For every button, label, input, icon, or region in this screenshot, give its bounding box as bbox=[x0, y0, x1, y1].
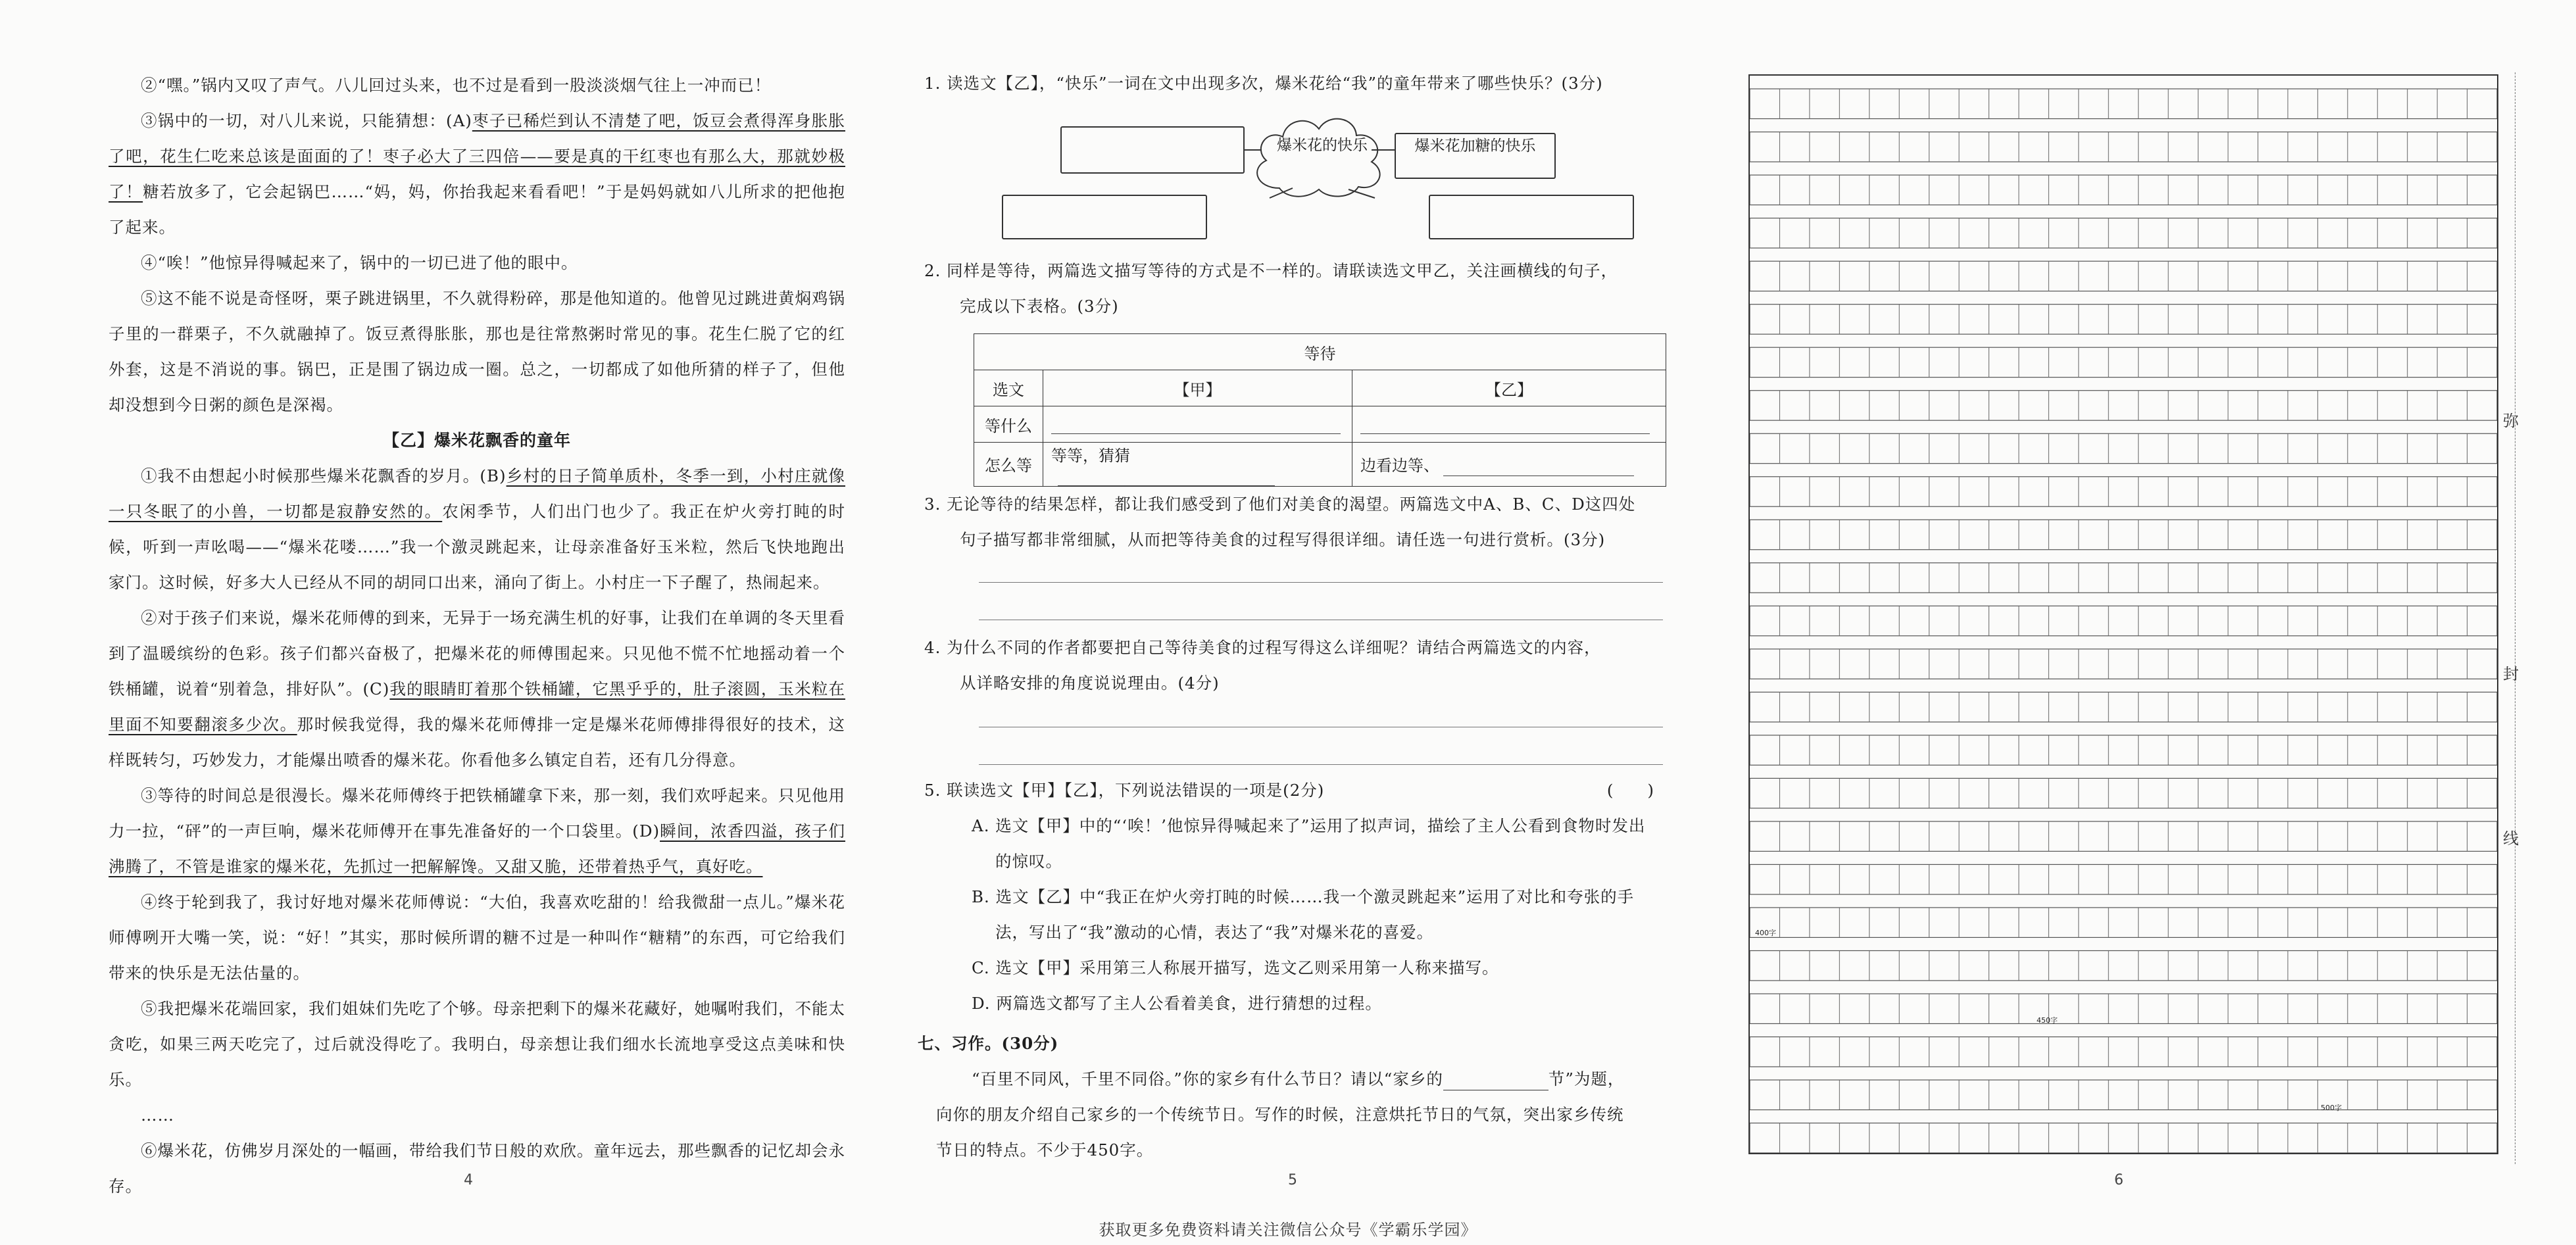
paragraph: ⑤我把爆米花端回家，我们姐妹们先吃了个够。母亲把剩下的爆米花藏好，她嘱咐我们，不能太贪吃，如果三两天吃完了，过后就没得吃了。我明白，母亲想让我们细水长流地享受这点美味和快乐。 bbox=[109, 999, 845, 1089]
page-number: 4 bbox=[464, 1172, 473, 1188]
table-cell[interactable]: 边看边等、 bbox=[1352, 443, 1666, 487]
word-count-marker: 400字 bbox=[1755, 929, 1776, 937]
cloud-label: 爆米花的快乐 bbox=[1277, 137, 1368, 154]
paragraph: ⑥爆米花，仿佛岁月深处的一幅画，带给我们节日般的欢欣。童年远去，那些飘香的记忆却会永存。 bbox=[109, 1141, 845, 1196]
answer-line[interactable] bbox=[979, 582, 1663, 583]
question-2: 2. 同样是等待，两篇选文描写等待的方式是不一样的。请联读选文甲乙，关注画横线的句子， 完成以下表格。(3分) bbox=[924, 261, 1618, 316]
answer-box[interactable] bbox=[1002, 195, 1207, 239]
table-row-label: 怎么等 bbox=[974, 443, 1043, 487]
answer-blank[interactable] bbox=[1352, 406, 1666, 443]
option-a[interactable]: A. 选文【甲】中的“‘唉！’他惊异得喊起来了”运用了拟声词，描绘了主人公看到食物时发出 的惊叹。 bbox=[972, 816, 1646, 871]
question-1: 1. 读选文【乙】，“快乐”一词在文中出现多次，爆米花给“我”的童年带来了哪些快乐？(3分) bbox=[924, 74, 1603, 93]
question-5: 5. 联读选文【甲】【乙】，下列说法错误的一项是(2分) ( ) bbox=[924, 773, 1694, 808]
underlined-sentence-d: 瞬间，浓香四溢，孩子们沸腾了，不管是谁家的爆米花，先抓过一把解解馋。又甜又脆，还带着热乎气，真好吃。 bbox=[109, 821, 846, 876]
paragraph: ⑤这不能不说是奇怪呀，栗子跳进锅里，不久就得粉碎，那是他知道的。他曾见过跳进黄焖鸡锅子里的一群栗子，不久就融掉了。饭豆煮得胀胀，那也是往常熬粥时常见的事。花生仁脱了它的红外套，这是不消说的事。锅巴，正是围了锅边成一圈。总之，一切都成了如他所猜的样子了，但他却没想到今日粥的颜色是深褐。 bbox=[109, 289, 845, 414]
table-title: 等待 bbox=[974, 334, 1666, 370]
option-c[interactable]: C. 选文【甲】采用第三人称展开描写，选文乙则采用第一人称来描写。 bbox=[972, 958, 1499, 977]
table-row-label: 等什么 bbox=[974, 406, 1043, 443]
underlined-sentence-a: 枣子已稀烂到认不清楚了吧，饭豆会煮得浑身胀胀了吧，花生仁吃来总该是面面的了！枣子必大了三四倍——要是真的干红枣也有那么大，那就妙极了！ bbox=[109, 111, 845, 201]
underlined-sentence-c: 我的眼睛盯着那个铁桶罐，它黑乎乎的，肚子滚圆，玉米粒在里面不知要翻滚多少次。 bbox=[109, 679, 845, 734]
word-count-marker: 450字 bbox=[2037, 1016, 2058, 1025]
page-5-column bbox=[924, 0, 1694, 101]
paragraph: ④终于轮到我了，我讨好地对爆米花师傅说：“大伯，我喜欢吃甜的！给我微甜一点儿。”爆米花师傅咧开大嘴一笑，说：“好！”其实，那时候所谓的糖不过是一种叫作“糖精”的东西，可它给我们带来的快乐是无法估量的。 bbox=[109, 892, 845, 983]
answer-box[interactable] bbox=[1060, 126, 1245, 174]
box-sugar-happiness: 爆米花加糖的快乐 bbox=[1395, 133, 1556, 179]
paragraph: ③等待的时间总是很漫长。爆米花师傅终于把铁桶罐拿下来，那一刻，我们欢呼起来。只见他用力一拉，“砰”的一声巨响，爆米花师傅开在事先准备好的一个口袋里。(D)瞬间，浓香四溢，孩子们沸腾了，不管是谁家的爆米花，先抓过一把解解馋。又甜又脆，还带着热乎气，真好吃。 bbox=[109, 786, 846, 876]
question-3: 3. 无论等待的结果怎样，都让我们感受到了他们对美食的渴望。两篇选文中A、B、C、D这四处 句子描写都非常细腻，从而把等待美食的过程写得很详细。请任选一句进行赏析。(3分) bbox=[924, 495, 1636, 549]
page-number: 6 bbox=[2114, 1172, 2123, 1188]
paragraph: ①我不由想起小时候那些爆米花飘香的岁月。(B)乡村的日子简单质朴，冬季一到，小村庄就像一只冬眠了的小兽，一切都是寂静安然的。农闲季节，人们出门也少了。我正在炉火旁打盹的时候，听到一声吆喝——“爆米花喽……”我一个激灵跳起来，让母亲准备好玉米粒，然后飞快地跑出家门。这时候，好多大人已经从不同的胡同口出来，涌向了街上。小村庄一下子醒了，热闹起来。 bbox=[109, 466, 846, 592]
table-header: 选文 bbox=[974, 370, 1043, 406]
answer-line[interactable] bbox=[979, 764, 1663, 765]
footer-notice: 获取更多免费资料请关注微信公众号《学霸乐学园》 bbox=[1099, 1221, 1477, 1239]
paragraph: ②对于孩子们来说，爆米花师傅的到来，无异于一场充满生机的好事，让我们在单调的冬天里看到了温暖缤纷的色彩。孩子们都兴奋极了，把爆米花的师傅围起来。只见他不慌不忙地摇动着一个铁桶罐，说着“别着急，排好队”。(C)我的眼睛盯着那个铁桶罐，它黑乎乎的，肚子滚圆，玉米粒在里面不知要翻滚多少次。那时候我觉得，我的爆米花师傅排一定是爆米花师傅排得很好的技术，这样既转匀，巧妙发力，才能爆出喷香的爆米花。你看他多么镇定自若，还有几分得意。 bbox=[109, 608, 845, 769]
answer-parentheses[interactable]: ( ) bbox=[1606, 781, 1654, 800]
page-number: 5 bbox=[1288, 1172, 1297, 1188]
word-count-marker: 500字 bbox=[2321, 1104, 2342, 1112]
waiting-table bbox=[974, 333, 1666, 487]
seal-char: 弥 bbox=[2503, 412, 2519, 430]
answer-box[interactable] bbox=[1429, 195, 1634, 239]
section-7-heading: 七、习作。(30分) bbox=[918, 1034, 1059, 1053]
paragraph: ②“嘿。”锅内又叹了声气。八儿回过头来，也不过是看到一股淡淡烟气往上一冲而已！ bbox=[141, 76, 772, 95]
question-4: 4. 为什么不同的作者都要把自己等待美食的过程写得这么详细呢？请结合两篇选文的内容， 从详略安排的角度说说理由。(4分) bbox=[924, 638, 1601, 693]
table-cell[interactable]: 等等，猜猜 bbox=[1043, 443, 1352, 487]
seal-char: 封 bbox=[2503, 665, 2519, 683]
paragraph: ③锅中的一切，对八儿来说，只能猜想：(A)枣子已稀烂到认不清楚了吧，饭豆会煮得浑身胀胀了吧，花生仁吃来总该是面面的了！枣子必大了三四倍——要是真的干红枣也有那么大，那就妙极了！糖若放多了，它会起锅巴……“妈，妈，你抬我起来看看吧！”于是妈妈就如八儿所求的把他抱了起来。 bbox=[109, 111, 846, 237]
section-heading: 【乙】爆米花飘香的童年 bbox=[382, 431, 571, 450]
grid-lines bbox=[1750, 76, 2497, 1153]
underlined-sentence-b: 乡村的日子简单质朴，冬季一到，小村庄就像一只冬眠了的小兽，一切都是寂静安然的。 bbox=[109, 466, 845, 521]
ellipsis: …… bbox=[141, 1106, 174, 1125]
seal-char: 线 bbox=[2503, 829, 2519, 848]
essay-prompt: “百里不同风，千里不同俗。”你的家乡有什么节日？请以“家乡的 节”为题， 向你的朋友介绍自己家乡的一个传统节日。写作的时候，注意烘托节日的气氛，突出家乡传统 节日的特点。不少于450字。 bbox=[936, 1069, 1625, 1160]
table-header: 【甲】 bbox=[1043, 370, 1352, 406]
page-4-column bbox=[109, 0, 845, 1204]
option-b[interactable]: B. 选文【乙】中“我正在炉火旁打盹的时候……我一个激灵跳起来”运用了对比和夸张的手 法，写出了“我”激动的心情，表达了“我”对爆米花的喜爱。 bbox=[972, 887, 1635, 942]
option-d[interactable]: D. 两篇选文都写了主人公看着美食，进行猜想的过程。 bbox=[972, 994, 1382, 1013]
composition-grid[interactable] bbox=[1748, 74, 2498, 1154]
title-blank[interactable] bbox=[1443, 1071, 1548, 1090]
table-header: 【乙】 bbox=[1352, 370, 1666, 406]
answer-blank[interactable] bbox=[1043, 406, 1352, 443]
paragraph: ④“唉！”他惊异得喊起来了，锅中的一切已进了他的眼中。 bbox=[141, 253, 578, 272]
